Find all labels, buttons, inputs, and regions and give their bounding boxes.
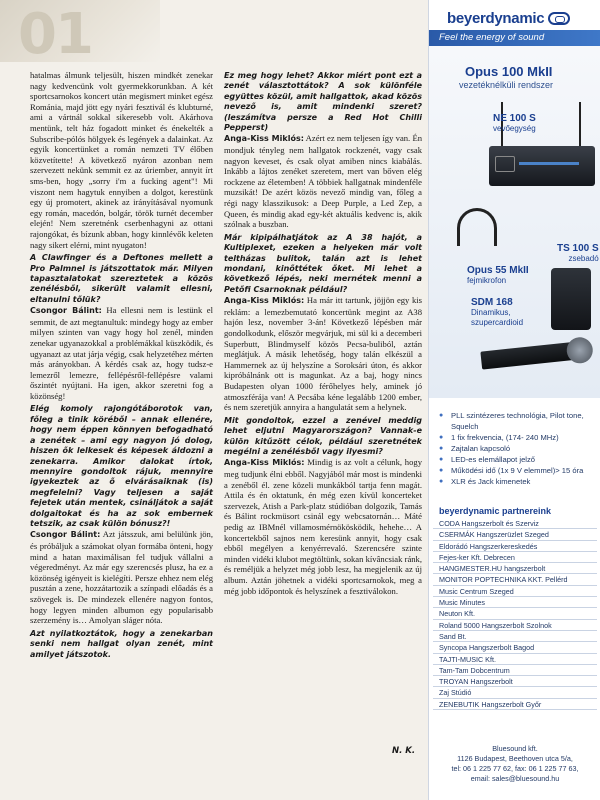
partner-item: Syncopa Hangszerbolt Bagod (433, 642, 597, 653)
speaker-name: Csongor Bálint: (30, 530, 101, 540)
headset-microphone-icon (457, 208, 497, 246)
paragraph-text: Mit gondoltok, ezzel a zenével meddig lehet eljutni Magyarországon? Vannak-e külön kitűzött célok, például szeretnétek megélni a zenélésből vagy ilyesmi? (224, 415, 422, 456)
partner-item: Fejes-ker Kft. Debrecen (433, 552, 597, 563)
receiver-desc: vevőegység (493, 124, 536, 133)
paragraph-text: Azt játsszuk, ami belülünk jön, és próbáljuk a számokat olyan formába önteni, hogy mind a hatan maximálisan fel tudjuk vállalni a végeredményt. Az már egy szerencsés plusz, ha ez a közönség igényeit is kielégíti. Persze ehhez nem elég pusztán a zene, hozzátartozik a színpadi előadás és a szövegek is. De mindezek ellenére nagyon fontos, hogy legyen minden albumon egy popularisabb szerzemény is… Amolyan sláger nóta. (30, 529, 213, 626)
paragraph-text: Azért ez nem teljesen így van. Én mondjuk tényleg nem hallgatok rockzenét, vagy csak nagyon keveset, és csak olyat amiben nincs kiabálás. Inkább a lájtos zenéket szeretem, mert van bőven elég rockzene az életemben! A többiek hallgatnak mindenféle muzsikát! De azért közös nevező mindig van, főleg a régi nagy klasszikusok: a Deep Purple, a Led Zep, a Queen, és mindig akad egy-két aktuális kedvenc is, akik szólnak a buszban. (224, 133, 422, 230)
system-desc: vezetéknélküli rendszer (459, 80, 554, 90)
ts-name: TS 100 S (557, 243, 599, 254)
article-column-2 (224, 68, 422, 596)
article-column-1 (30, 70, 213, 660)
contact-phone: tel: 06 1 225 77 62, fax: 06 1 225 77 63, (451, 764, 579, 773)
feature-item: ● XLR és Jack kimenetek (437, 476, 597, 487)
paragraph-text: Ez meg hogy lehet? Akkor miért pont ezt a zenét választottátok? A sok különféle együttes közül, amit hallgattok, akad közös nevező is, amit mindenki szeret? (leszámítva persze a Red Hot Chilli Pepperst) (224, 71, 422, 133)
speaker-name: Anga-Kiss Miklós: (224, 458, 305, 468)
partner-item: ZENEBUTIK Hangszerbolt Győr (433, 699, 597, 710)
wave-logo-icon (548, 12, 570, 25)
mic-name: SDM 168 (471, 297, 513, 308)
feature-item: ● PLL szintézeres technológia, Pilot tone, Squelch (437, 410, 597, 432)
paragraph-text: hatalmas álmunk teljesült, hiszen mindkét zenekar nagy kedvencünk volt gyermekkorunkban. A két sportcsarnokos koncert után megismert minket egész Románia, majd jött egy nyári fesztivál és klubturné, ami a vártnál sokkal sikeresebb volt. Akárhova mentünk, telt ház fogadott minket és énekelték a Subscribe-pólós hölgyek és legények a dalainkat. Az egyik koncertünket a román nemzeti TV élőben közvetítette! A következő nyáron azonban nem szervezett nekünk semmit ez az úriember, annyit írt sms-ben, hogy „sorry i'm a fucking agent"! Mi viszont nem hagytuk ennyiben a dolgot, kerestünk egy új promotert, akinek az irányításával nyomunk egy román, macedón, bolgár, török turnét december elején! Nem szeretnénk cserbenhagyni az ottani rajongókat, és bízunk abban, hogy kinnlévők keleten nagy sikert elérni, mint nyugaton! (30, 70, 213, 250)
interview-answer (30, 305, 213, 401)
interview-question (224, 233, 422, 295)
corner-text: 01 (18, 2, 92, 67)
headset-desc: fejmikrofon (467, 276, 507, 285)
partner-item: MONITOR POPTECHNIKA KKT. Pellérd (433, 574, 597, 585)
partner-item: Zaj Stúdió (433, 687, 597, 698)
contact-company: Bluesound kft. (492, 744, 538, 753)
interview-answer (224, 133, 422, 229)
decorative-corner-art (0, 0, 160, 67)
partner-item: Tam-Tam Dobcentrum (433, 665, 597, 676)
feature-item: ● 1 fix frekvencia, (174- 240 MHz) (437, 432, 597, 443)
brand-name: beyerdynamic (447, 9, 545, 27)
interview-answer (30, 529, 213, 625)
feature-item: ● LED-es elemállapot jelző (437, 454, 597, 465)
interview-question (30, 253, 213, 305)
partner-item: CSERMÁK Hangszerüzlet Szeged (433, 529, 597, 540)
partners-list (433, 518, 597, 710)
partner-item: Music Centrum Szeged (433, 586, 597, 597)
partner-item: Roland 5000 Hangszerbolt Szolnok (433, 620, 597, 631)
partner-item: Eldorádó Hangszerkereskedés (433, 541, 597, 552)
author-signature: N. K. (392, 746, 416, 756)
paragraph-text: A Clawfinger és a Deftones mellett a Pro Palmnel is játszottatok már. Milyen tapasztalatokat szereztetek a közös zenélésből, sikerült valamit ellesni, eltanulni tőlük? (30, 253, 213, 304)
interview-answer (30, 70, 213, 250)
beltpack-transmitter-icon (551, 268, 591, 330)
interview-question (224, 416, 422, 458)
contact-email: email: sales@bluesound.hu (470, 774, 560, 783)
partner-item: Neuton Kft. (433, 608, 597, 619)
partner-item: CODA Hangszerbolt és Szerviz (433, 518, 597, 529)
beyerdynamic-advertisement (428, 0, 600, 800)
antenna-right-icon (579, 102, 581, 148)
partner-item: Music Minutes (433, 597, 597, 608)
mic-desc-1: Dinamikus, (471, 308, 511, 317)
paragraph-text: Azt nyilatkoztátok, hogy a zenekarban senki nem hallgat olyan zenét, mint amilyet játszotok. (30, 628, 213, 659)
system-name: Opus 100 MkII (465, 64, 553, 79)
partner-item: TAJTI-MUSIC Kft. (433, 654, 597, 665)
partner-item: Sand Bt. (433, 631, 597, 642)
mic-label (471, 298, 523, 328)
paragraph-text: Már kipipálhatjátok az A 38 hajót, a Kultiplexet, ezeken a helyeken már volt teltházas bulitok, talán azt is lehet mondani, kinőttétek őket. Mi lehet a következő lépés, neki mernétek menni a Petőfi Csarnoknak például? (224, 232, 422, 294)
feature-item: ● Zajtalan kapcsoló (437, 443, 597, 454)
receiver-name: NE 100 S (493, 113, 536, 124)
headset-name: Opus 55 MkII (467, 265, 529, 276)
contact-block (429, 744, 600, 784)
partner-item: TROYAN Hangszerbolt (433, 676, 597, 687)
interview-question (224, 71, 422, 133)
receiver-label (493, 114, 536, 134)
interview-question (30, 404, 213, 529)
ts-label (557, 244, 599, 264)
paragraph-text: Ha ellesni nem is lestünk el semmit, de azt megtanultuk: mindegy hogy az ember milyen szinten van vagy hogy hol zenél, minden zenekar ugyanazokkal a problémákkal küszködik, és ugyanazt az utat járja végig, csak helyzetéhez mérten más arányokban. A kérdés csak az, hogy tudsz-e lemezről lemezre, fellépésről-fellépésre valami őszintét nyújtani. Ha igen, akkor szeretni fog a közönség! (30, 305, 213, 401)
headset-label (467, 266, 529, 286)
partners-title: beyerdynamic partnereink (439, 506, 552, 516)
speaker-name: Csongor Bálint: (30, 306, 102, 316)
contact-address: 1126 Budapest, Beethoven utca 5/a, (457, 754, 573, 763)
feature-item: ● Működési idő (1x 9 V elemmel)> 15 óra (437, 465, 597, 476)
paragraph-text: Mindig is az volt a célunk, hogy meg tudjunk élni ebből. Nagyjából már most is mindenki a zenéből él. zene közeli munkákból tartja fenn magát. Attila és én oktatunk, én még ezen kívül koncerteket szervezek, Atish a Park-platz stúdióban dolgozik, Tamás és Bálint rockmüsort csinál egy webcsatornán… Máté pedig az IBMnél villamosmérnökösködik, hehehe… A koncertekből sajnos nem keresünk annyit, hogy csak ebből megélyen a kenyérrevaló. Szerencsére szinte minden vidéki klubot megtöltünk, sokan kívâncsiak ránk, és reméljük a helyzet még jobb lesz, ha megjelenik az új album. Aztán jöhetnek a vidéki sportcsarnokok, meg a még jobb időpontok és helyszínek a fesztiválokon. (224, 457, 422, 596)
receiver-unit-icon (489, 146, 595, 186)
tagline-band: Feel the energy of sound (429, 30, 600, 46)
speaker-name: Anga-Kiss Miklós: (224, 134, 304, 144)
partner-item: HANGMESTER.HU hangszerbolt (433, 563, 597, 574)
feature-list (437, 410, 597, 487)
mic-desc-2: szupercardioid (471, 318, 524, 327)
interview-answer (224, 457, 422, 596)
paragraph-text: Ha már itt tartunk, jöjjön egy kis reklám: a lemezbemutató koncertünk megint az A38 hajón lesz, november 3-án! Következő lépésben már gondolkodunk, először megvárjuk, mi sül ki a decemberi Superbutt, Blindmyself közös Pecsa-buliból, aztán meglátjuk. A másik lehetőség, hogy talán elkészül a Hammernek az új helyszíne a Soroksári úton, és akkor kipróbálnánk ott is magunkat. Az a baj, hogy nincs Budapesten olyan 1000 férőhelyes hely, aminek jó atmoszférája van! A Pecsába kéne legalább 1200 ember, és nem szeretjük annyira a hangulatát sem a helynek. (224, 295, 422, 413)
brand-logo (447, 8, 597, 28)
speaker-name: Anga-Kiss Miklós: (224, 296, 305, 306)
interview-answer (224, 295, 422, 413)
ts-desc: zsebadó (568, 254, 599, 263)
paragraph-text: Elég komoly rajongótáborotok van, főleg a tinik köréből – annak ellenére, hogy nem éppen könnyen befogadható a zenétek – ami egy nagyon jó dolog, hiszen ők lelkesek és képesek áldozni a zenekarra. Amikor dalokat írtok, mennyire gondoltok rájuk, mennyire igyekeztek az ő elvárásaiknak (is) megfelelni? Vagy teljesen a saját fejetek után mentek, csináljátok a saját dolgaitokat és ha az sok embernek tetszik, az csak külön bónusz?! (30, 404, 213, 528)
interview-question (30, 629, 213, 660)
